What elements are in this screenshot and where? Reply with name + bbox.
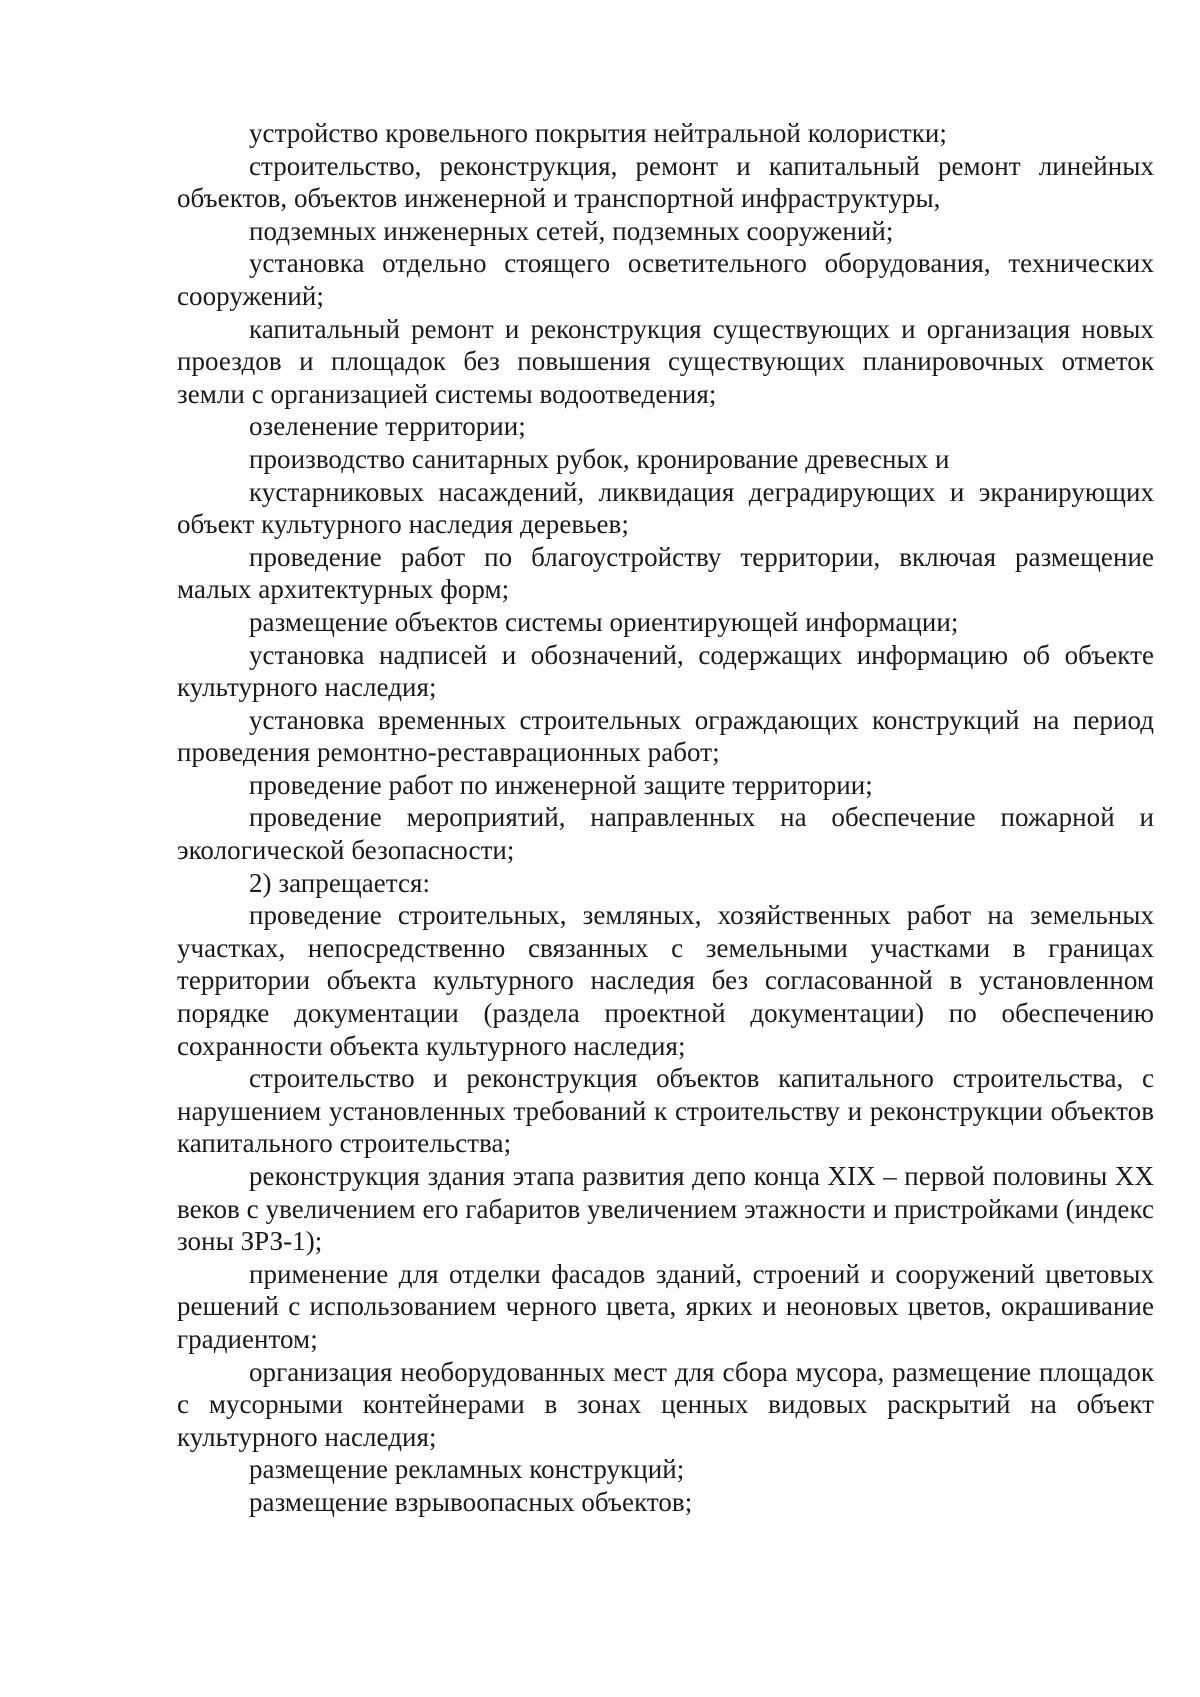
paragraph-driveways-platforms: капитальный ремонт и реконструкция существующих и организация новых проездов и площадок без повышения существующих планировочных отметок земли с организацией системы водоотведения; xyxy=(177,313,1154,409)
paragraph-inscriptions: установка надписей и обозначений, содержащих информацию об объекте культурного наследия; xyxy=(177,639,1154,703)
paragraph-roofing: устройство кровельного покрытия нейтральной колористки; xyxy=(249,118,947,148)
document-body xyxy=(177,117,1154,1519)
paragraph-earthworks: проведение строительных, земляных, хозяйственных работ на земельных участках, непосредственно связанных с земельными участками в границах территории объекта культурного наследия без согласованной в установленном порядке документации (раздела проектной документации) по обеспечению сохранности объекта культурного наследия; xyxy=(177,900,1154,1061)
paragraph-capital-construction: строительство и реконструкция объектов капитального строительства, с нарушением установленных требований к строительству и реконструкции объектов капитального строительства; xyxy=(177,1063,1154,1159)
paragraph-depot-reconstruction: реконструкция здания этапа развития депо конца XIX – первой половины XX веков с увеличением его габаритов увеличением этажности и пристройками (индекс зоны ЗРЗ-1); xyxy=(177,1161,1154,1257)
paragraph-orientation-info: размещение объектов системы ориентирующей информации; xyxy=(249,606,959,637)
paragraph-advertising: размещение рекламных конструкций; xyxy=(249,1454,685,1485)
paragraph-facade-colors: применение для отделки фасадов зданий, строений и сооружений цветовых решений с использованием черного цвета, ярких и неоновых цветов, окрашивание градиентом; xyxy=(177,1258,1154,1354)
paragraph-temporary-fencing: установка временных строительных ограждающих конструкций на период проведения ремонтно-реставрационных работ; xyxy=(177,704,1154,768)
paragraph-lighting-equipment: установка отдельно стоящего осветительного оборудования, технических сооружений; xyxy=(177,248,1154,311)
paragraph-construction-linear-objects: строительство, реконструкция, ремонт и капитальный ремонт линейных объектов, объектов инженерной и транспортной инфраструктуры, xyxy=(177,150,1154,214)
paragraph-shrub-plantings: кустарниковых насаждений, ликвидация деградирующих и экранирующих объект культурного наследия деревьев; xyxy=(177,476,1154,540)
section-prohibited-heading: 2) запрещается: xyxy=(249,867,431,898)
paragraph-sanitary-felling: производство санитарных рубок, кронирование древесных и xyxy=(249,443,950,474)
paragraph-landscaping: озеленение территории; xyxy=(249,411,526,442)
paragraph-underground-networks: подземных инженерных сетей, подземных сооружений; xyxy=(249,215,894,246)
paragraph-fire-safety: проведение мероприятий, направленных на обеспечение пожарной и экологической безопасности; xyxy=(177,802,1154,866)
paragraph-improvement-works: проведение работ по благоустройству территории, включая размещение малых архитектурных форм; xyxy=(177,541,1154,605)
paragraph-explosive-objects: размещение взрывоопасных объектов; xyxy=(249,1486,693,1517)
paragraph-garbage-sites: организация необорудованных мест для сбора мусора, размещение площадок с мусорными контейнерами в зонах ценных видовых раскрытий на объект культурного наследия; xyxy=(177,1356,1154,1452)
paragraph-engineering-protection: проведение работ по инженерной защите территории; xyxy=(249,769,873,800)
